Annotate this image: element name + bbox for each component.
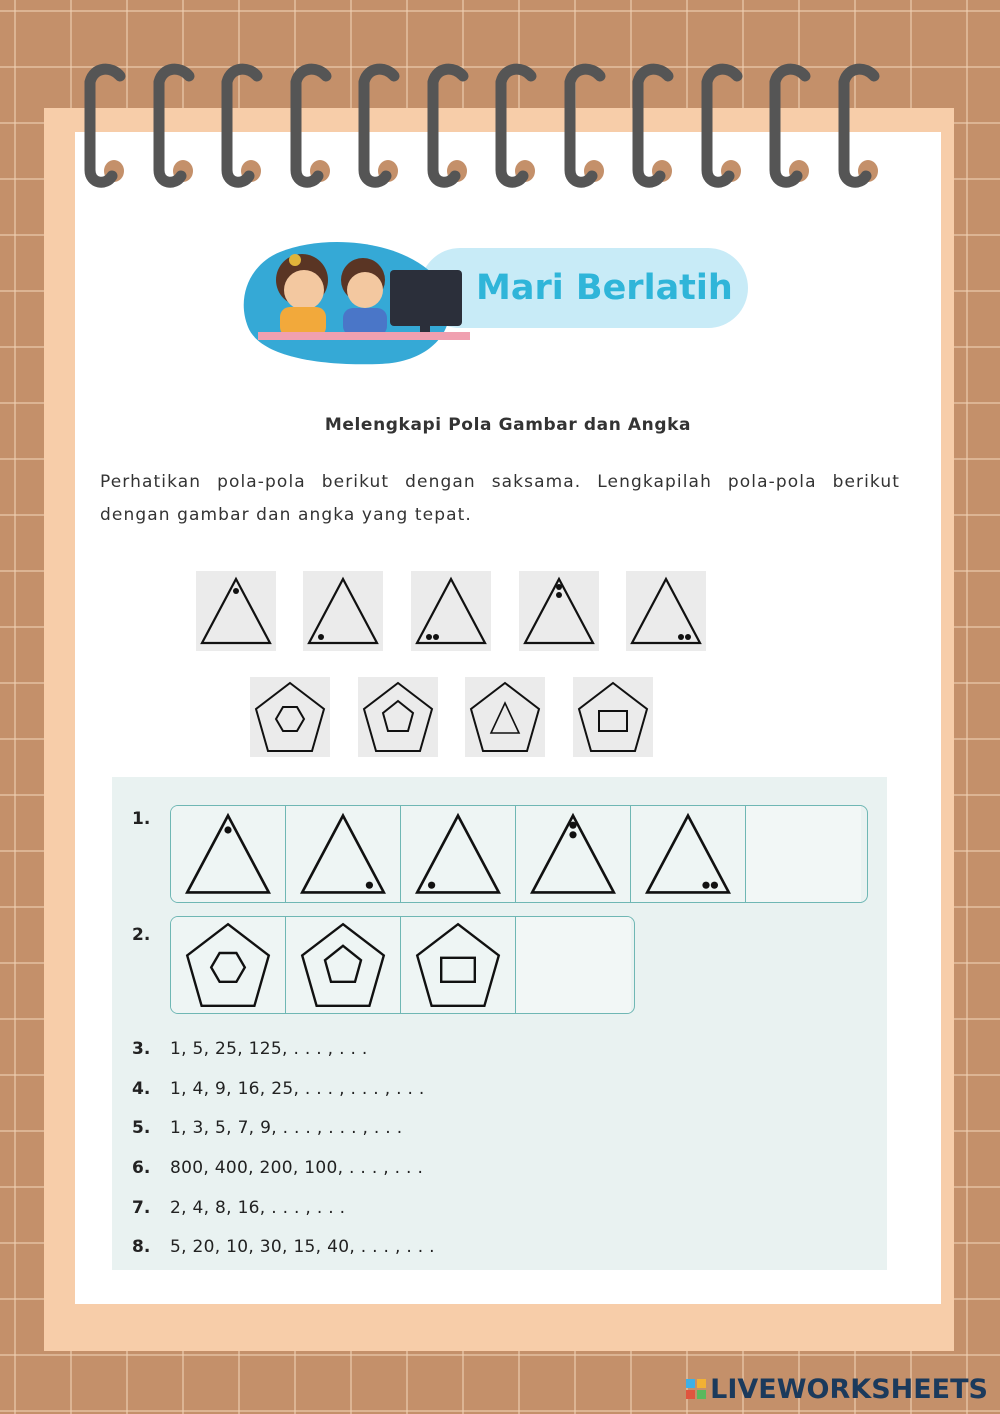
liveworksheets-logo bbox=[686, 1372, 988, 1406]
binder-ring bbox=[767, 62, 811, 190]
triangle-dot-top-tile[interactable] bbox=[196, 571, 276, 651]
binder-ring bbox=[82, 62, 126, 190]
pattern-cell bbox=[516, 806, 631, 902]
worksheet-heading: Melengkapi Pola Gambar dan Angka bbox=[324, 415, 692, 435]
binder-ring bbox=[630, 62, 674, 190]
sequence-question: 4. 1, 4, 9, 16, 25, . . . , . . . , . . . bbox=[132, 1079, 425, 1099]
pattern-cell bbox=[171, 806, 286, 902]
pattern-cell bbox=[286, 806, 401, 902]
sequence-question: 3. 1, 5, 25, 125, . . . , . . . bbox=[132, 1039, 368, 1059]
binder-ring bbox=[151, 62, 195, 190]
binder-ring bbox=[288, 62, 332, 190]
pentagon-with-rectangle-tile[interactable] bbox=[573, 677, 653, 757]
binder-ring bbox=[493, 62, 537, 190]
answer-drop-cell[interactable] bbox=[516, 917, 631, 1013]
kids-computer-illustration bbox=[240, 232, 480, 372]
pattern-cell bbox=[401, 806, 516, 902]
binder-ring bbox=[562, 62, 606, 190]
pentagon-with-hexagon-tile[interactable] bbox=[250, 677, 330, 757]
binder-ring bbox=[425, 62, 469, 190]
binder-ring bbox=[836, 62, 880, 190]
pattern-cell bbox=[171, 917, 286, 1013]
binder-ring bbox=[356, 62, 400, 190]
binder-ring bbox=[219, 62, 263, 190]
binder-ring bbox=[699, 62, 743, 190]
pattern-cell bbox=[286, 917, 401, 1013]
header-banner bbox=[240, 232, 750, 372]
pentagon-with-pentagon-tile[interactable] bbox=[358, 677, 438, 757]
instruction-text: Perhatikan pola-pola berikut dengan saksama. Lengkapilah pola-pola berikut dengan gambar dan angka yang tepat. bbox=[100, 472, 900, 525]
triangle-two-dots-bottom-left-tile[interactable] bbox=[411, 571, 491, 651]
sequence-question: 6. 800, 400, 200, 100, . . . , . . . bbox=[132, 1158, 424, 1178]
sequence-question: 8. 5, 20, 10, 30, 15, 40, . . . , . . . bbox=[132, 1237, 435, 1257]
pattern-cell bbox=[631, 806, 746, 902]
exercise-photo bbox=[112, 777, 887, 1270]
question-number: 2. bbox=[132, 925, 151, 945]
sequence-question: 7. 2, 4, 8, 16, . . . , . . . bbox=[132, 1198, 346, 1218]
question-number: 1. bbox=[132, 809, 151, 829]
pentagon-with-triangle-tile[interactable] bbox=[465, 677, 545, 757]
triangle-two-dots-top-tile[interactable] bbox=[519, 571, 599, 651]
sequence-question: 5. 1, 3, 5, 7, 9, . . . , . . . , . . . bbox=[132, 1118, 403, 1138]
answer-drop-cell[interactable] bbox=[746, 806, 861, 902]
brand-text: LIVEWORKSHEETS bbox=[710, 1373, 988, 1405]
pattern-cell bbox=[401, 917, 516, 1013]
pattern-row-2 bbox=[170, 916, 635, 1014]
triangle-two-dots-bottom-right-tile[interactable] bbox=[626, 571, 706, 651]
brand-logo-icon bbox=[686, 1379, 706, 1399]
triangle-dot-bottom-left-tile[interactable] bbox=[303, 571, 383, 651]
banner-title: Mari Berlatih bbox=[476, 268, 733, 308]
pattern-row-1 bbox=[170, 805, 868, 903]
